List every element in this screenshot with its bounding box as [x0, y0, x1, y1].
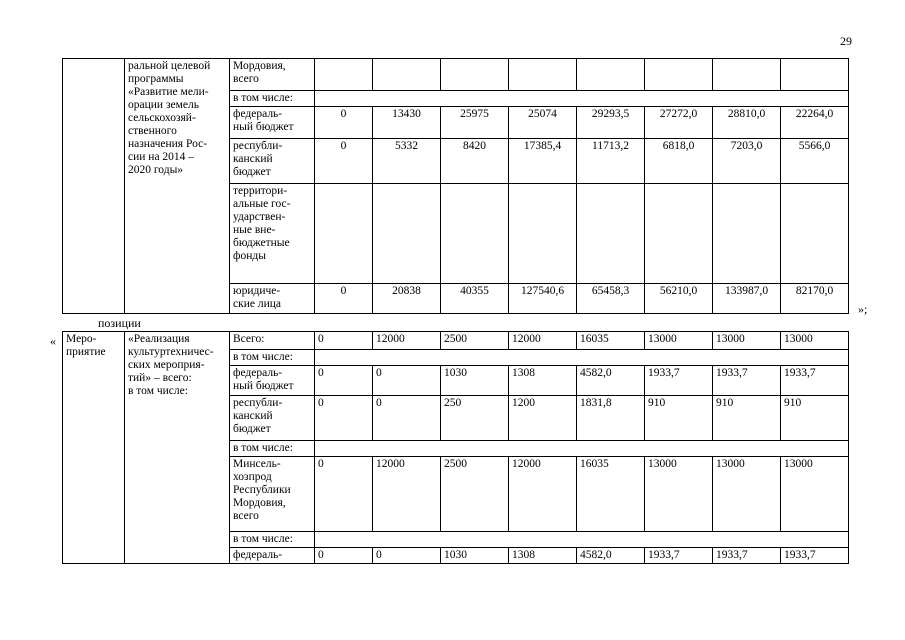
funding-table-2	[62, 331, 849, 564]
value-cell: 12000	[509, 457, 577, 532]
empty-span-cell	[315, 350, 849, 366]
table-row	[63, 59, 849, 91]
funding-source-label: федераль-	[230, 548, 315, 564]
program-name-cell: «Реализация культуртехничес- ских мероприя- тий» – всего: в том числе:	[125, 332, 230, 564]
value-cell	[713, 184, 781, 284]
value-cell: 13430	[373, 107, 441, 139]
value-cell: 1933,7	[781, 548, 849, 564]
open-quote: «	[50, 334, 56, 348]
value-cell	[315, 184, 373, 284]
activity-cell: Меро- приятие	[63, 332, 125, 564]
value-cell: 5332	[373, 139, 441, 184]
value-cell: 1030	[441, 366, 509, 396]
value-cell: 17385,4	[509, 139, 577, 184]
value-cell: 4582,0	[577, 548, 645, 564]
value-cell: 6818,0	[645, 139, 713, 184]
value-cell: 16035	[577, 332, 645, 350]
value-cell: 27272,0	[645, 107, 713, 139]
funding-source-label: Мордовия, всего	[230, 59, 315, 91]
value-cell	[509, 184, 577, 284]
value-cell: 0	[315, 139, 373, 184]
value-cell: 2500	[441, 332, 509, 350]
value-cell: 0	[315, 332, 373, 350]
value-cell: 133987,0	[713, 284, 781, 314]
funding-source-label: федераль- ный бюджет	[230, 366, 315, 396]
value-cell: 0	[315, 396, 373, 441]
value-cell: 1030	[441, 548, 509, 564]
funding-source-label: в том числе:	[230, 441, 315, 457]
value-cell: 1308	[509, 366, 577, 396]
program-name-cell: ральной целевой программы «Развитие мели- орации земель сельскохозяй- ственного назначения Рос- сии на 2014 – 2020 годы»	[125, 59, 230, 314]
value-cell: 1200	[509, 396, 577, 441]
funding-source-label: Минсель- хозпрод Республики Мордовия, всего	[230, 457, 315, 532]
value-cell: 25975	[441, 107, 509, 139]
value-cell: 0	[315, 107, 373, 139]
value-cell: 910	[713, 396, 781, 441]
value-cell	[315, 59, 373, 91]
value-cell: 0	[373, 396, 441, 441]
page-number: 29	[840, 34, 852, 48]
value-cell	[441, 184, 509, 284]
value-cell	[373, 59, 441, 91]
value-cell	[645, 59, 713, 91]
funding-source-label: федераль- ный бюджет	[230, 107, 315, 139]
value-cell: 65458,3	[577, 284, 645, 314]
value-cell: 1933,7	[781, 366, 849, 396]
value-cell: 12000	[373, 457, 441, 532]
value-cell	[645, 184, 713, 284]
value-cell: 0	[373, 548, 441, 564]
value-cell: 127540,6	[509, 284, 577, 314]
value-cell	[441, 59, 509, 91]
value-cell	[781, 59, 849, 91]
value-cell: 910	[781, 396, 849, 441]
value-cell: 12000	[509, 332, 577, 350]
value-cell: 0	[315, 284, 373, 314]
value-cell: 7203,0	[713, 139, 781, 184]
value-cell: 13000	[645, 332, 713, 350]
value-cell	[509, 59, 577, 91]
funding-source-label: в том числе:	[230, 532, 315, 548]
value-cell: 0	[315, 457, 373, 532]
value-cell: 11713,2	[577, 139, 645, 184]
value-cell	[781, 184, 849, 284]
funding-source-label: территори- альные гос- ударствен- ные вне- бюджетные фонды	[230, 184, 315, 284]
value-cell: 20838	[373, 284, 441, 314]
value-cell: 12000	[373, 332, 441, 350]
positions-label: позиции	[98, 316, 141, 330]
funding-source-label: в том числе:	[230, 350, 315, 366]
value-cell: 16035	[577, 457, 645, 532]
value-cell: 250	[441, 396, 509, 441]
value-cell: 13000	[781, 332, 849, 350]
value-cell: 910	[645, 396, 713, 441]
activity-cell	[63, 59, 125, 314]
value-cell: 0	[315, 366, 373, 396]
value-cell	[577, 59, 645, 91]
value-cell: 13000	[781, 457, 849, 532]
value-cell: 1831,8	[577, 396, 645, 441]
value-cell: 28810,0	[713, 107, 781, 139]
value-cell	[713, 59, 781, 91]
value-cell: 13000	[713, 332, 781, 350]
value-cell: 1933,7	[645, 366, 713, 396]
value-cell: 1933,7	[713, 548, 781, 564]
value-cell: 82170,0	[781, 284, 849, 314]
funding-source-label: Всего:	[230, 332, 315, 350]
value-cell: 8420	[441, 139, 509, 184]
funding-source-label: юридиче- ские лица	[230, 284, 315, 314]
value-cell	[373, 184, 441, 284]
empty-span-cell	[315, 532, 849, 548]
value-cell: 13000	[645, 457, 713, 532]
end-mark: »;	[858, 302, 868, 316]
funding-source-label: республи- канский бюджет	[230, 139, 315, 184]
value-cell: 25074	[509, 107, 577, 139]
empty-span-cell	[315, 441, 849, 457]
value-cell: 22264,0	[781, 107, 849, 139]
value-cell: 2500	[441, 457, 509, 532]
value-cell: 0	[315, 548, 373, 564]
value-cell: 1933,7	[645, 548, 713, 564]
funding-source-label: в том числе:	[230, 91, 315, 107]
value-cell: 13000	[713, 457, 781, 532]
empty-span-cell	[315, 91, 849, 107]
value-cell	[577, 184, 645, 284]
value-cell: 40355	[441, 284, 509, 314]
funding-table-1	[62, 58, 849, 314]
value-cell: 1933,7	[713, 366, 781, 396]
value-cell: 56210,0	[645, 284, 713, 314]
value-cell: 1308	[509, 548, 577, 564]
value-cell: 29293,5	[577, 107, 645, 139]
value-cell: 4582,0	[577, 366, 645, 396]
funding-source-label: республи- канский бюджет	[230, 396, 315, 441]
value-cell: 0	[373, 366, 441, 396]
table-row	[63, 332, 849, 350]
value-cell: 5566,0	[781, 139, 849, 184]
